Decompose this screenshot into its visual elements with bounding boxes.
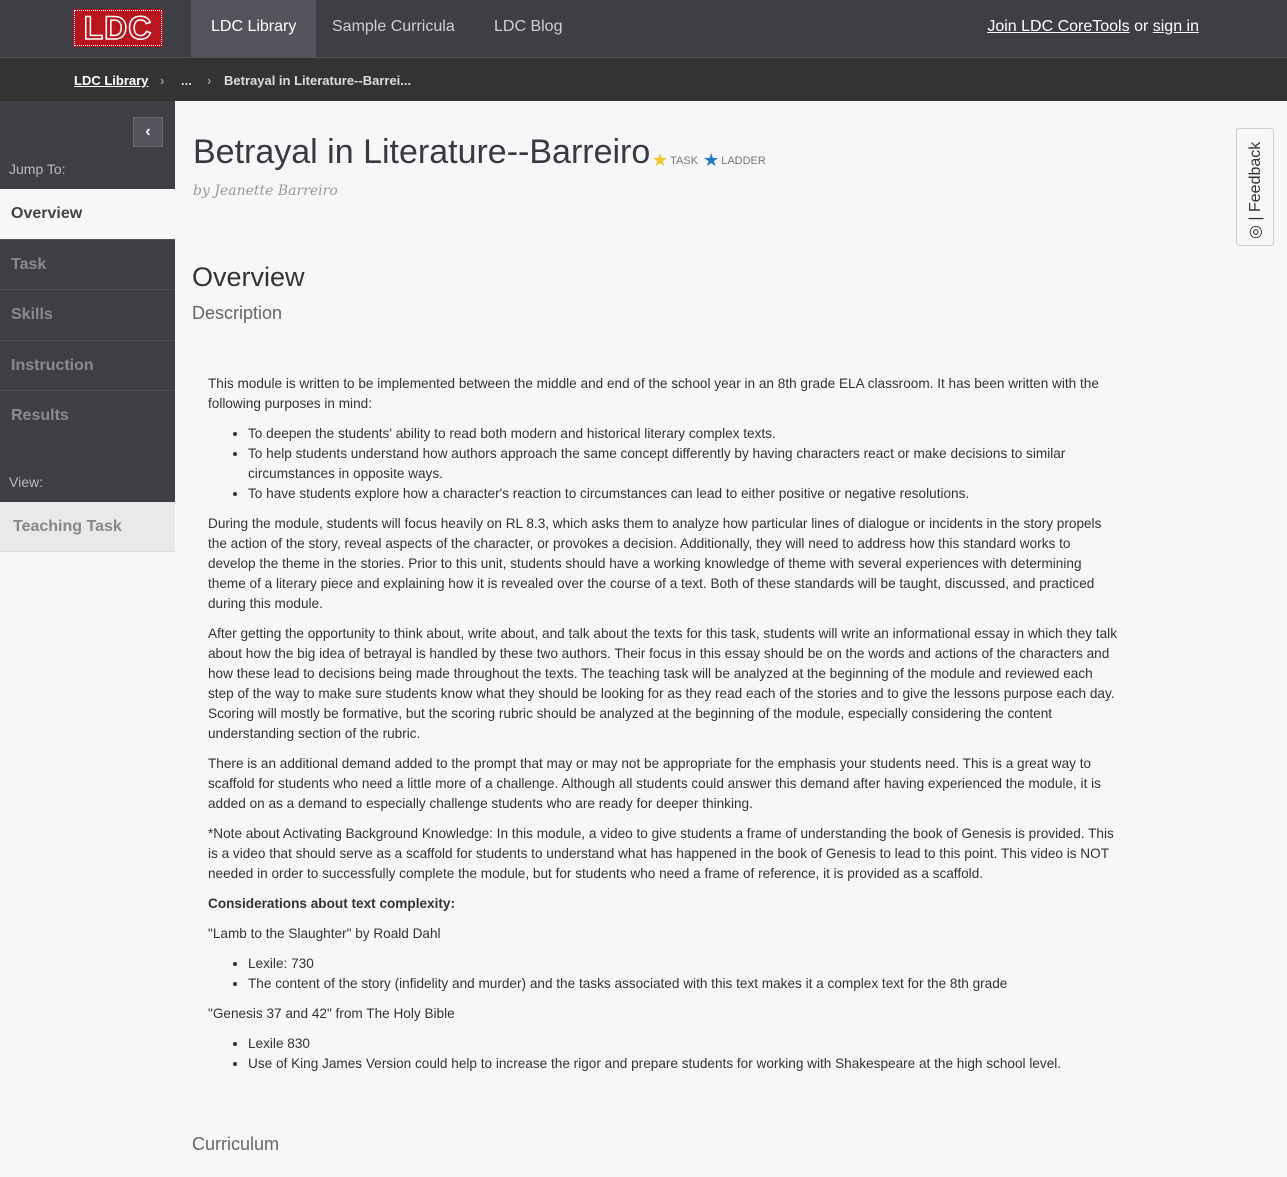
- list-item: • To deepen the students' ability to read both modern and historical literary complex texts.: [248, 424, 1120, 444]
- nav-ldc-blog[interactable]: LDC Blog: [494, 18, 563, 35]
- text-list: [248, 1034, 1120, 1074]
- feedback-tab[interactable]: ◎ | Feedback: [1236, 128, 1274, 246]
- feedback-label: Feedback: [1247, 141, 1264, 212]
- jump-to-label: Jump To:: [9, 161, 66, 177]
- purpose-list: [248, 424, 1120, 504]
- list-item: • Lexile: 730: [248, 954, 1120, 974]
- list-item: • To have students explore how a character's reaction to circumstances can lead to either positive or negative resolutions.: [248, 484, 1120, 504]
- view-teaching-task[interactable]: Teaching Task: [0, 502, 175, 552]
- sign-in-link[interactable]: sign in: [1152, 18, 1199, 35]
- breadcrumb: [0, 58, 1287, 101]
- text-title: "Lamb to the Slaughter" by Roald Dahl: [208, 926, 441, 941]
- text-list: [248, 954, 1120, 994]
- star-icon: ★: [703, 150, 720, 170]
- ladder-badge: LADDER: [721, 154, 766, 167]
- list-item: • The content of the story (infidelity and murder) and the tasks associated with this text makes it a complex text for the 8th grade: [248, 974, 1120, 994]
- description-body: [208, 374, 1120, 1084]
- task-badge: TASK: [670, 154, 699, 167]
- paragraph: There is an additional demand added to the prompt that may or may not be appropriate for the emphasis your students need. This is a great way to scaffold for students who need a little more of a challenge. Although all students could answer this demand after having experienced the module, it is added on as a demand to especially challenge students who are ready for deeper thinking.: [208, 756, 1101, 811]
- badges: [652, 150, 766, 171]
- nav-ldc-library[interactable]: LDC Library: [191, 0, 316, 57]
- sidebar-item-results[interactable]: Results: [0, 390, 175, 440]
- sidebar-item-task[interactable]: Task: [0, 239, 175, 289]
- sidebar-item-overview[interactable]: Overview: [0, 189, 175, 239]
- or-text: or: [1134, 18, 1149, 35]
- view-label: View:: [9, 474, 43, 490]
- complexity-heading: Considerations about text complexity:: [208, 896, 455, 911]
- list-item: • To help students understand how authors approach the same concept differently by having characters react or make decisions to similar circumstances in opposite ways.: [248, 444, 1120, 484]
- join-link[interactable]: Join LDC CoreTools: [987, 18, 1130, 35]
- sidebar-item-skills[interactable]: Skills: [0, 289, 175, 339]
- nav-sample-curricula[interactable]: Sample Curricula: [332, 18, 455, 35]
- breadcrumb-root[interactable]: LDC Library: [74, 73, 149, 88]
- page-title: Betrayal in Literature--Barreiro: [193, 133, 651, 171]
- paragraph: *Note about Activating Background Knowledge: In this module, a video to give students a frame of understanding the book of Genesis is provided. This is a video that should serve as a scaffold for students to understand what has happened in the book of Genesis to lead to this point. This video is NOT needed in order to successfully complete the module, but for students who need a frame of reference, it is provided as a scaffold.: [208, 826, 1114, 881]
- breadcrumb-current: Betrayal in Literature--Barrei...: [224, 73, 412, 88]
- paragraph: After getting the opportunity to think about, write about, and talk about the texts for this task, students will write an informational essay in which they talk about how the big idea of betrayal is handled by these two authors. Their focus in this essay should be on the words and actions of the characters and how these lead to decisions being made throughout the texts. The teaching task will be analyzed at the beginning of the module and reviewed each step of the way to make sure students know what they should be looking for as they read each of the stories and to give the lessons purpose each day. Scoring will mostly be formative, but the scoring rubric should be analyzed at the beginning of the module, especially considering the content understanding section of the rubric.: [208, 626, 1118, 741]
- list-item: • Use of King James Version could help to increase the rigor and prepare students for working with Shakespeare at the high school level.: [248, 1054, 1120, 1074]
- sidebar: [0, 101, 175, 502]
- star-icon: ★: [652, 150, 669, 170]
- list-item: • Lexile 830: [248, 1034, 1120, 1054]
- paragraph: This module is written to be implemented between the middle and end of the school year in an 8th grade ELA classroom. It has been written with the following purposes in mind:: [208, 376, 1099, 411]
- auth-links: [987, 18, 1199, 36]
- curriculum-heading: Curriculum: [192, 1134, 280, 1154]
- top-navbar: [0, 0, 1287, 58]
- subsection-heading: Description: [192, 303, 283, 323]
- sidebar-item-instruction[interactable]: Instruction: [0, 340, 175, 390]
- author: by Jeanette Barreiro: [193, 183, 338, 199]
- text-title: "Genesis 37 and 42" from The Holy Bible: [208, 1006, 455, 1021]
- lifebuoy-icon: ◎: [1247, 225, 1264, 239]
- collapse-sidebar-button[interactable]: ‹: [133, 117, 163, 147]
- chevron-right-icon: ›: [160, 73, 165, 88]
- section-heading: Overview: [192, 262, 305, 292]
- ldc-logo[interactable]: LDC: [74, 10, 162, 46]
- paragraph: During the module, students will focus heavily on RL 8.3, which asks them to analyze how particular lines of dialogue or incidents in the story propels the action of the story, reveal aspects of the character, or provokes a decision. Additionally, they will need to address how this standard works to develop the theme in the stories. Prior to this unit, students should have a working knowledge of theme with several experiences with determining theme of a literary piece and explaining how it is revealed over the course of a text. Both of these standards will be taught, discussed, and practiced during this module.: [208, 516, 1102, 611]
- chevron-right-icon: ›: [207, 73, 212, 88]
- breadcrumb-ellipsis[interactable]: ...: [181, 73, 192, 88]
